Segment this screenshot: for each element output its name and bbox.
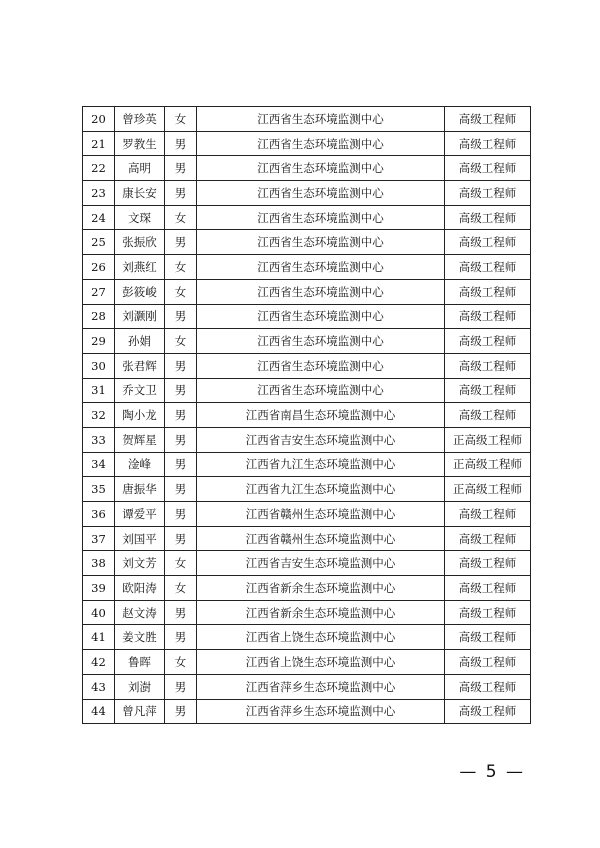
name-cell: 乔文卫 bbox=[115, 378, 165, 403]
table-row bbox=[83, 477, 531, 502]
row-number-cell: 40 bbox=[83, 600, 115, 625]
table-row bbox=[83, 625, 531, 650]
job-title-cell: 高级工程师 bbox=[445, 230, 531, 255]
row-number-cell: 33 bbox=[83, 427, 115, 452]
row-number-cell: 31 bbox=[83, 378, 115, 403]
name-cell: 欧阳涛 bbox=[115, 576, 165, 601]
job-title-cell: 高级工程师 bbox=[445, 329, 531, 354]
organization-cell: 江西省生态环境监测中心 bbox=[197, 205, 445, 230]
organization-cell: 江西省萍乡生态环境监测中心 bbox=[197, 699, 445, 724]
row-number-cell: 41 bbox=[83, 625, 115, 650]
name-cell: 谭爱平 bbox=[115, 502, 165, 527]
row-number-cell: 36 bbox=[83, 502, 115, 527]
table-row bbox=[83, 156, 531, 181]
job-title-cell: 高级工程师 bbox=[445, 131, 531, 156]
table-row bbox=[83, 600, 531, 625]
job-title-cell: 高级工程师 bbox=[445, 502, 531, 527]
organization-cell: 江西省南昌生态环境监测中心 bbox=[197, 403, 445, 428]
job-title-cell: 高级工程师 bbox=[445, 625, 531, 650]
page-number: — 5 — bbox=[459, 762, 525, 782]
gender-cell: 女 bbox=[165, 329, 197, 354]
job-title-cell: 高级工程师 bbox=[445, 526, 531, 551]
job-title-cell: 高级工程师 bbox=[445, 107, 531, 132]
row-number-cell: 22 bbox=[83, 156, 115, 181]
gender-cell: 男 bbox=[165, 674, 197, 699]
table-row bbox=[83, 427, 531, 452]
job-title-cell: 高级工程师 bbox=[445, 156, 531, 181]
row-number-cell: 23 bbox=[83, 181, 115, 206]
row-number-cell: 25 bbox=[83, 230, 115, 255]
gender-cell: 男 bbox=[165, 625, 197, 650]
table-row bbox=[83, 674, 531, 699]
gender-cell: 女 bbox=[165, 205, 197, 230]
gender-cell: 男 bbox=[165, 403, 197, 428]
row-number-cell: 39 bbox=[83, 576, 115, 601]
table-row bbox=[83, 181, 531, 206]
organization-cell: 江西省赣州生态环境监测中心 bbox=[197, 502, 445, 527]
row-number-cell: 44 bbox=[83, 699, 115, 724]
organization-cell: 江西省吉安生态环境监测中心 bbox=[197, 551, 445, 576]
table-row bbox=[83, 452, 531, 477]
organization-cell: 江西省九江生态环境监测中心 bbox=[197, 477, 445, 502]
gender-cell: 男 bbox=[165, 156, 197, 181]
row-number-cell: 38 bbox=[83, 551, 115, 576]
row-number-cell: 21 bbox=[83, 131, 115, 156]
organization-cell: 江西省生态环境监测中心 bbox=[197, 230, 445, 255]
organization-cell: 江西省生态环境监测中心 bbox=[197, 255, 445, 280]
organization-cell: 江西省生态环境监测中心 bbox=[197, 156, 445, 181]
row-number-cell: 20 bbox=[83, 107, 115, 132]
organization-cell: 江西省生态环境监测中心 bbox=[197, 329, 445, 354]
row-number-cell: 30 bbox=[83, 353, 115, 378]
gender-cell: 男 bbox=[165, 353, 197, 378]
row-number-cell: 37 bbox=[83, 526, 115, 551]
table-row bbox=[83, 230, 531, 255]
gender-cell: 女 bbox=[165, 107, 197, 132]
name-cell: 贺辉星 bbox=[115, 427, 165, 452]
organization-cell: 江西省新余生态环境监测中心 bbox=[197, 576, 445, 601]
roster-body bbox=[83, 107, 531, 724]
row-number-cell: 29 bbox=[83, 329, 115, 354]
organization-cell: 江西省生态环境监测中心 bbox=[197, 131, 445, 156]
name-cell: 姜文胜 bbox=[115, 625, 165, 650]
name-cell: 淦峰 bbox=[115, 452, 165, 477]
job-title-cell: 高级工程师 bbox=[445, 551, 531, 576]
table-row bbox=[83, 699, 531, 724]
table-row bbox=[83, 329, 531, 354]
name-cell: 康长安 bbox=[115, 181, 165, 206]
organization-cell: 江西省生态环境监测中心 bbox=[197, 353, 445, 378]
job-title-cell: 高级工程师 bbox=[445, 403, 531, 428]
name-cell: 曾珍英 bbox=[115, 107, 165, 132]
name-cell: 高明 bbox=[115, 156, 165, 181]
table-row bbox=[83, 353, 531, 378]
name-cell: 赵文涛 bbox=[115, 600, 165, 625]
job-title-cell: 高级工程师 bbox=[445, 378, 531, 403]
table-row bbox=[83, 403, 531, 428]
gender-cell: 男 bbox=[165, 600, 197, 625]
job-title-cell: 高级工程师 bbox=[445, 279, 531, 304]
organization-cell: 江西省生态环境监测中心 bbox=[197, 279, 445, 304]
job-title-cell: 高级工程师 bbox=[445, 353, 531, 378]
row-number-cell: 26 bbox=[83, 255, 115, 280]
row-number-cell: 27 bbox=[83, 279, 115, 304]
gender-cell: 女 bbox=[165, 551, 197, 576]
table-row bbox=[83, 255, 531, 280]
gender-cell: 男 bbox=[165, 502, 197, 527]
gender-cell: 男 bbox=[165, 427, 197, 452]
table-row bbox=[83, 131, 531, 156]
job-title-cell: 高级工程师 bbox=[445, 304, 531, 329]
organization-cell: 江西省生态环境监测中心 bbox=[197, 107, 445, 132]
table-row bbox=[83, 205, 531, 230]
gender-cell: 女 bbox=[165, 255, 197, 280]
gender-cell: 男 bbox=[165, 526, 197, 551]
gender-cell: 男 bbox=[165, 477, 197, 502]
name-cell: 彭筱峻 bbox=[115, 279, 165, 304]
gender-cell: 女 bbox=[165, 576, 197, 601]
row-number-cell: 42 bbox=[83, 650, 115, 675]
name-cell: 鲁晖 bbox=[115, 650, 165, 675]
gender-cell: 女 bbox=[165, 279, 197, 304]
table-row bbox=[83, 551, 531, 576]
organization-cell: 江西省萍乡生态环境监测中心 bbox=[197, 674, 445, 699]
job-title-cell: 高级工程师 bbox=[445, 255, 531, 280]
job-title-cell: 高级工程师 bbox=[445, 600, 531, 625]
gender-cell: 男 bbox=[165, 699, 197, 724]
name-cell: 张振欣 bbox=[115, 230, 165, 255]
name-cell: 陶小龙 bbox=[115, 403, 165, 428]
job-title-cell: 正高级工程师 bbox=[445, 477, 531, 502]
organization-cell: 江西省九江生态环境监测中心 bbox=[197, 452, 445, 477]
name-cell: 曾凡萍 bbox=[115, 699, 165, 724]
organization-cell: 江西省上饶生态环境监测中心 bbox=[197, 625, 445, 650]
name-cell: 唐振华 bbox=[115, 477, 165, 502]
organization-cell: 江西省新余生态环境监测中心 bbox=[197, 600, 445, 625]
table-row bbox=[83, 650, 531, 675]
job-title-cell: 高级工程师 bbox=[445, 674, 531, 699]
name-cell: 刘燕红 bbox=[115, 255, 165, 280]
row-number-cell: 43 bbox=[83, 674, 115, 699]
table-row bbox=[83, 304, 531, 329]
job-title-cell: 正高级工程师 bbox=[445, 427, 531, 452]
organization-cell: 江西省上饶生态环境监测中心 bbox=[197, 650, 445, 675]
name-cell: 文琛 bbox=[115, 205, 165, 230]
gender-cell: 男 bbox=[165, 181, 197, 206]
name-cell: 刘灏刚 bbox=[115, 304, 165, 329]
name-cell: 刘文芳 bbox=[115, 551, 165, 576]
name-cell: 罗教生 bbox=[115, 131, 165, 156]
table-row bbox=[83, 378, 531, 403]
job-title-cell: 高级工程师 bbox=[445, 205, 531, 230]
organization-cell: 江西省生态环境监测中心 bbox=[197, 181, 445, 206]
table-row bbox=[83, 107, 531, 132]
job-title-cell: 高级工程师 bbox=[445, 181, 531, 206]
row-number-cell: 28 bbox=[83, 304, 115, 329]
name-cell: 张君辉 bbox=[115, 353, 165, 378]
job-title-cell: 高级工程师 bbox=[445, 650, 531, 675]
gender-cell: 女 bbox=[165, 650, 197, 675]
organization-cell: 江西省吉安生态环境监测中心 bbox=[197, 427, 445, 452]
gender-cell: 男 bbox=[165, 452, 197, 477]
table-row bbox=[83, 279, 531, 304]
row-number-cell: 24 bbox=[83, 205, 115, 230]
table-row bbox=[83, 576, 531, 601]
name-cell: 刘国平 bbox=[115, 526, 165, 551]
gender-cell: 男 bbox=[165, 131, 197, 156]
table-row bbox=[83, 526, 531, 551]
organization-cell: 江西省赣州生态环境监测中心 bbox=[197, 526, 445, 551]
row-number-cell: 32 bbox=[83, 403, 115, 428]
job-title-cell: 正高级工程师 bbox=[445, 452, 531, 477]
row-number-cell: 35 bbox=[83, 477, 115, 502]
gender-cell: 男 bbox=[165, 378, 197, 403]
organization-cell: 江西省生态环境监测中心 bbox=[197, 304, 445, 329]
gender-cell: 男 bbox=[165, 230, 197, 255]
gender-cell: 男 bbox=[165, 304, 197, 329]
name-cell: 刘澍 bbox=[115, 674, 165, 699]
roster-table bbox=[82, 106, 531, 724]
organization-cell: 江西省生态环境监测中心 bbox=[197, 378, 445, 403]
job-title-cell: 高级工程师 bbox=[445, 699, 531, 724]
row-number-cell: 34 bbox=[83, 452, 115, 477]
table-row bbox=[83, 502, 531, 527]
job-title-cell: 高级工程师 bbox=[445, 576, 531, 601]
name-cell: 孙娟 bbox=[115, 329, 165, 354]
